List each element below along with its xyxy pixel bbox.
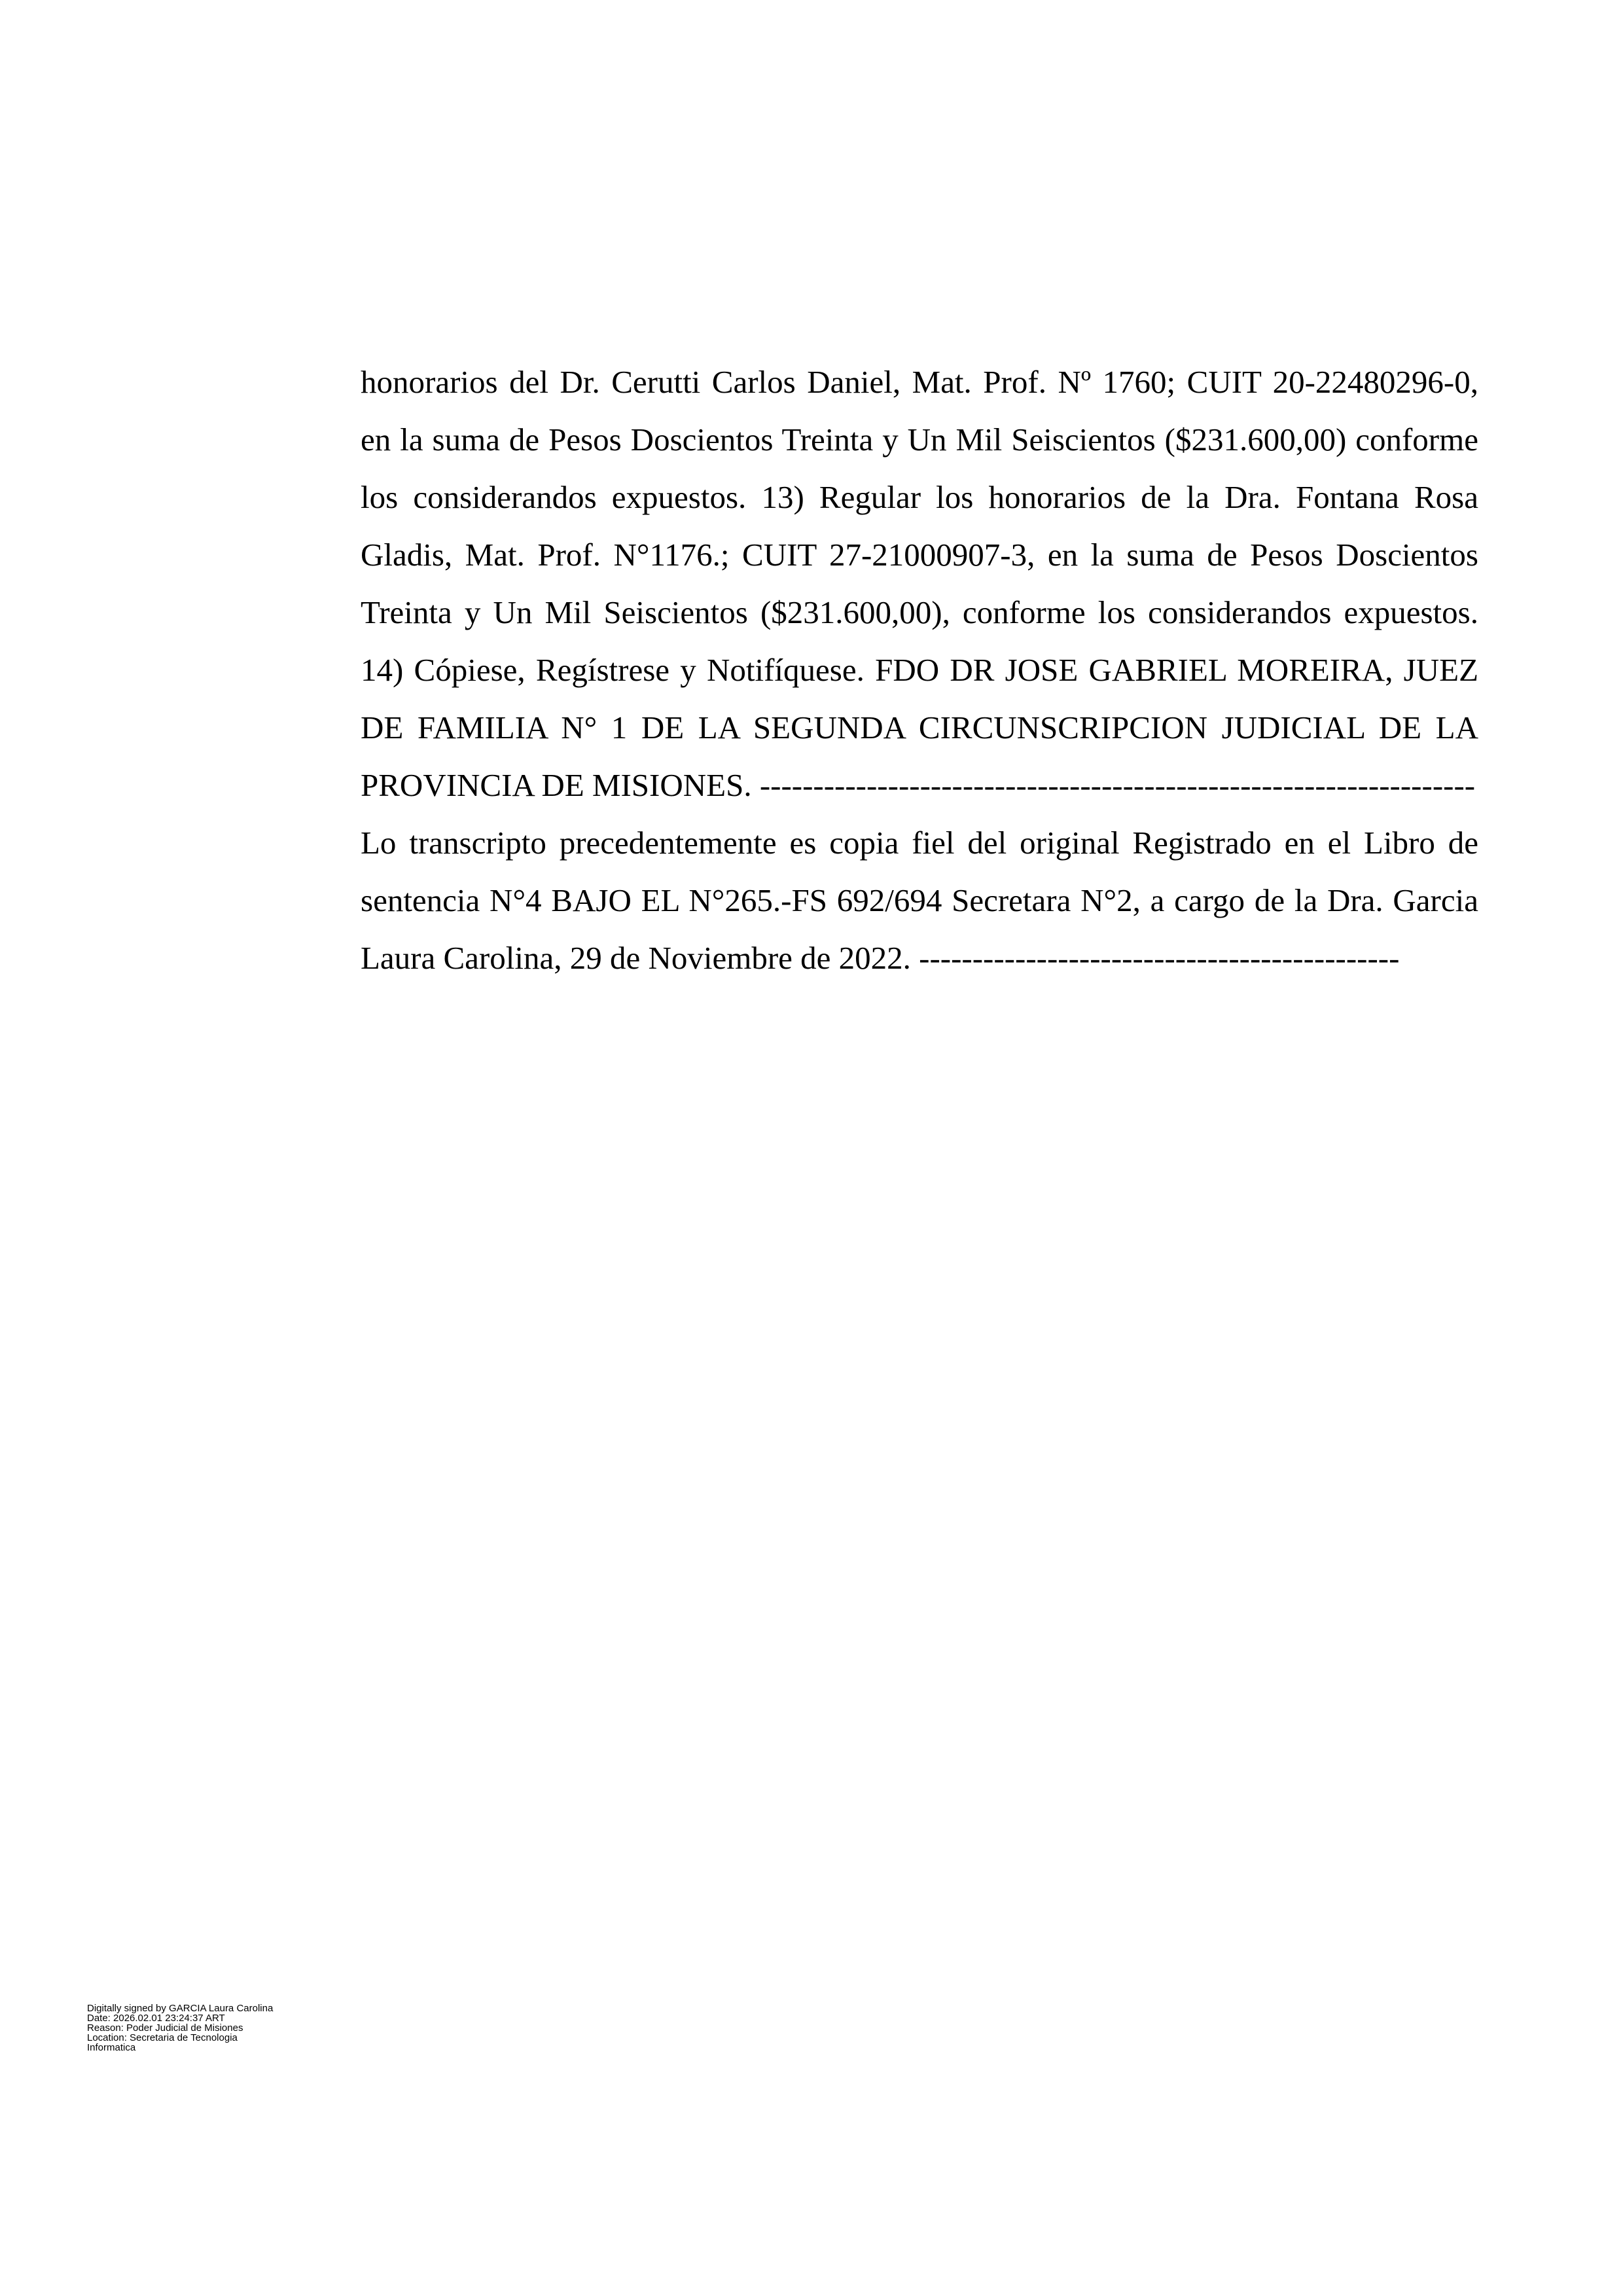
body-line: Gladis, Mat. Prof. N°1176.; CUIT 27-21000907-3, en la suma de Pesos Doscientos bbox=[361, 537, 1478, 573]
body-line: honorarios del Dr. Cerutti Carlos Daniel, Mat. Prof. Nº 1760; CUIT 20-22480296-0, bbox=[361, 364, 1478, 400]
signature-location-cont: Informatica bbox=[87, 2042, 136, 2053]
body-line: Lo transcripto precedentemente es copia fiel del original Registrado en el Libro de bbox=[361, 825, 1478, 861]
body-line: 14) Cópiese, Regístrese y Notifíquese. FDO DR JOSE GABRIEL MOREIRA, JUEZ bbox=[361, 652, 1478, 688]
digital-signature-stamp bbox=[87, 2003, 362, 2053]
body-line: los considerandos expuestos. 13) Regular los honorarios de la Dra. Fontana Rosa bbox=[361, 479, 1478, 515]
signature-date: Date: 2026.02.01 23:24:37 ART bbox=[87, 2013, 225, 2024]
signature-location: Location: Secretaria de Tecnologia bbox=[87, 2032, 238, 2043]
body-line: en la suma de Pesos Doscientos Treinta y Un Mil Seiscientos ($231.600,00) conforme bbox=[361, 422, 1478, 457]
body-line: Treinta y Un Mil Seiscientos ($231.600,00), conforme los considerandos expuestos. bbox=[361, 594, 1478, 630]
body-line: PROVINCIA DE MISIONES. ------------------------------------------------------------------- bbox=[361, 767, 1476, 803]
body-line: sentencia N°4 BAJO EL N°265.-FS 692/694 Secretara N°2, a cargo de la Dra. Garcia bbox=[361, 882, 1478, 918]
signature-signed-by: Digitally signed by GARCIA Laura Carolina bbox=[87, 2003, 274, 2014]
signature-reason: Reason: Poder Judicial de Misiones bbox=[87, 2022, 243, 2034]
body-line: Laura Carolina, 29 de Noviembre de 2022. --------------------------------------------- bbox=[361, 940, 1400, 976]
body-line: DE FAMILIA N° 1 DE LA SEGUNDA CIRCUNSCRIPCION JUDICIAL DE LA bbox=[361, 709, 1478, 745]
document-body bbox=[361, 353, 1478, 987]
